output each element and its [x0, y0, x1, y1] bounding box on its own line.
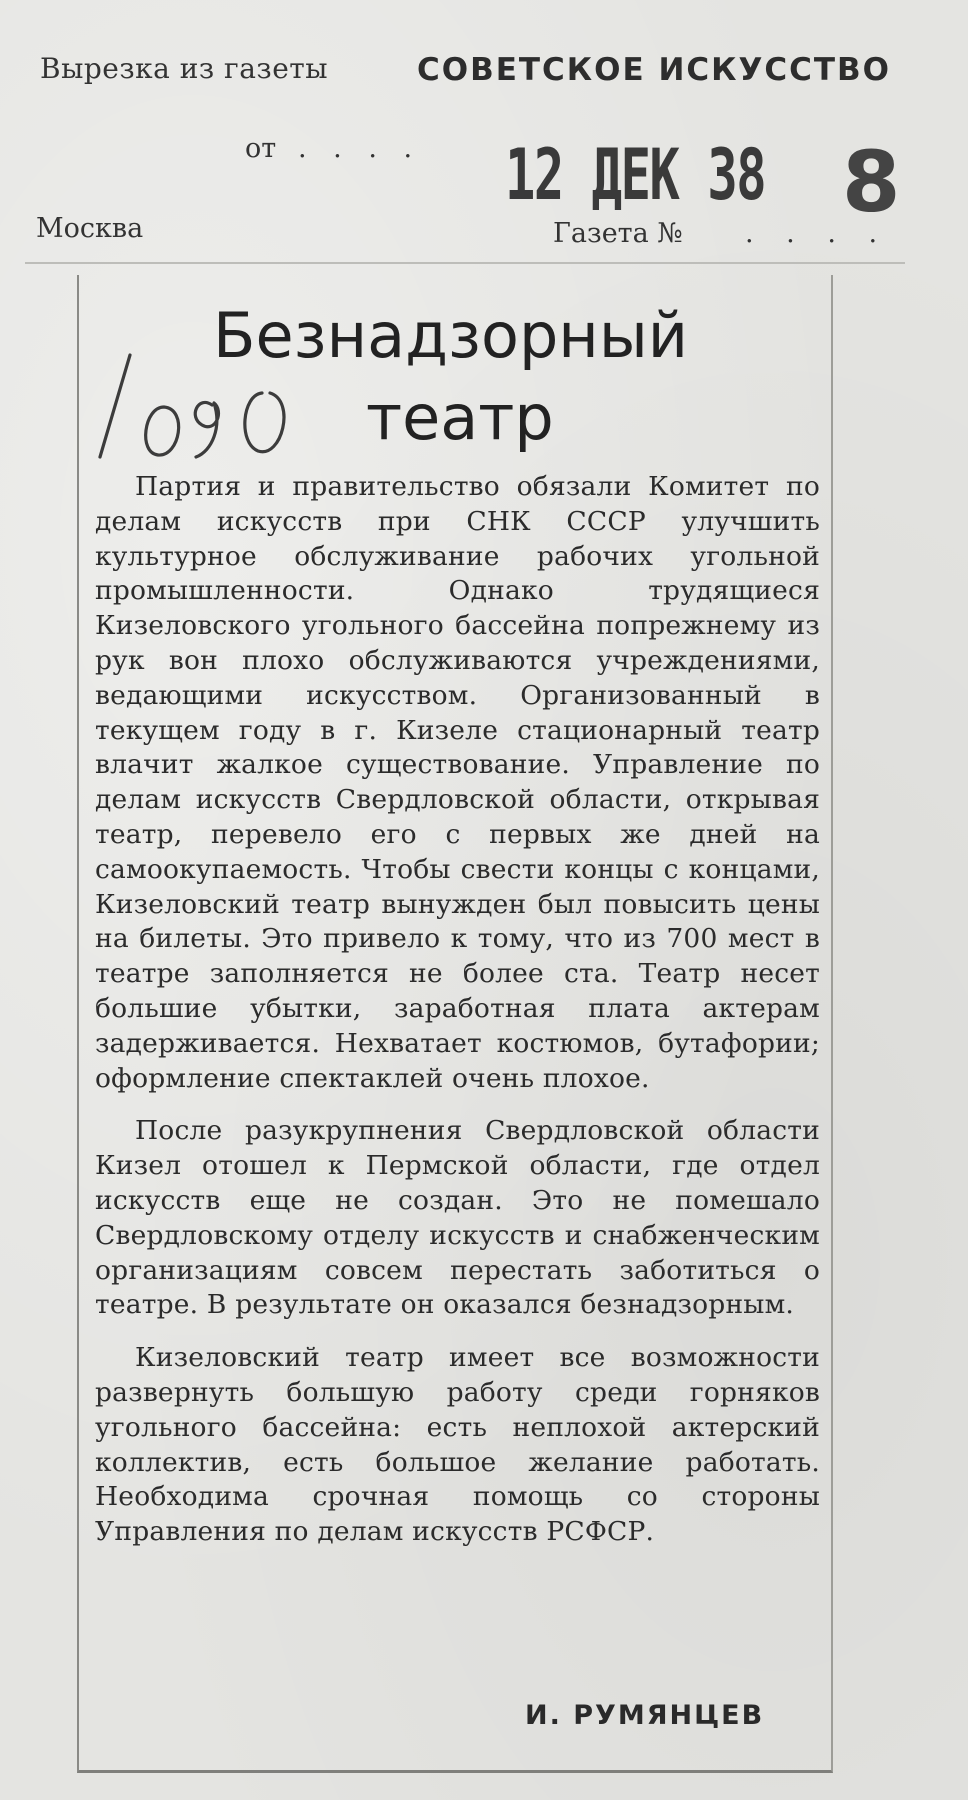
paragraph-3: Кизеловский театр имеет все возможности развернуть большую работу среди горняков угольного бассейна: есть неплохой актерский коллектив, есть большое желание работать. Необходима срочная помощь со стороны Управления по делам искусств РСФСР. — [95, 1342, 820, 1548]
handwritten-number-text: 1020 — [92, 345, 95, 346]
date-stamp: 12 ДЕК 38 — [505, 134, 766, 216]
paragraph-1: Партия и правительство обязали Комитет по делам искусств при СНК СССР улучшить культурное обслуживание рабочих угольной промышленности. Однако трудящиеся Кизеловского угольного бассейна попрежнему из рук вон плохо обслуживаются учреждениями, ведающими искусством. Организованный в текущем году в г. Кизеле стационарный театр влачит жалкое существование. Управление по делам искусств Свердловской области, открывая театр, перевело его с первых же дней на самоокупаемость. Чтобы свести концы с концами, Кизеловский театр вынужден был повысить цены на билеты. Это привело к тому, что из 700 мест в театре заполняется не более ста. Театр несет большие убытки, заработная плата актерам задерживается. Нехватает костюмов, бутафории; оформление спектаклей очень плохое. — [95, 471, 820, 1094]
from-label: от — [245, 133, 277, 164]
city-label: Москва — [36, 213, 144, 244]
gazeta-number-label: Газета № — [553, 218, 683, 249]
headline-line-1: Безнадзорный — [213, 299, 689, 372]
handwritten-number — [92, 345, 332, 475]
newspaper-name: СОВЕТСКОЕ ИСКУССТВО — [417, 52, 892, 88]
gazeta-dots: . . . . — [745, 218, 890, 249]
clipping-label: Вырезка из газеты — [40, 52, 329, 85]
from-dots: . . . . — [298, 133, 422, 164]
header-divider — [25, 262, 905, 264]
paragraph-2: После разукрупнения Свердловской области Кизел отошел к Пермской области, где отдел искусств еще не создан. Это не помешало Свердловскому отделу искусств и снабженческим организациям совсем перестать заботиться о театре. В результате он оказался безнадзорным. — [95, 1115, 820, 1321]
article-body — [95, 470, 820, 1550]
headline-line-2: театр — [366, 381, 554, 454]
author-signature: И. РУМЯНЦЕВ — [525, 1700, 765, 1731]
stamp-mark: 8 — [842, 133, 901, 231]
